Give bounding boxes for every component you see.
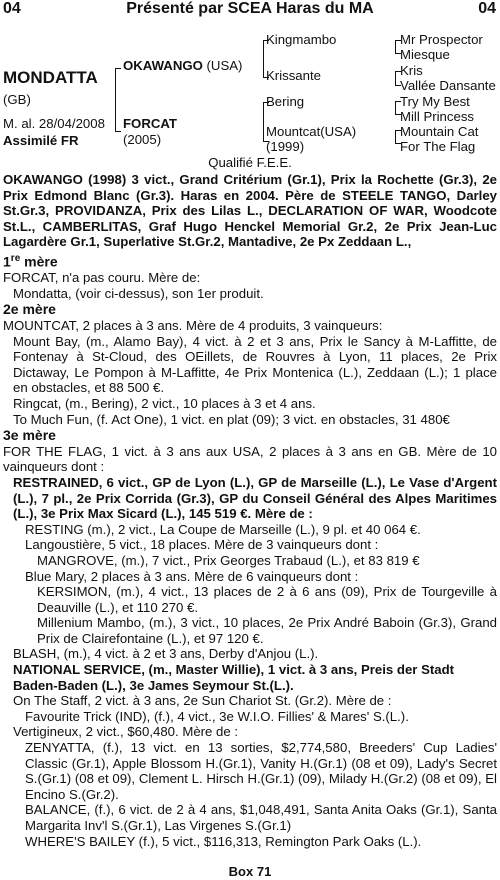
sire-origin: (USA) [206,58,243,73]
third-dam-line-4: Langoustière, 5 vict., 18 places. Mère de 3 vainqueurs dont : [25,537,379,553]
second-dam-line-2: Mount Bay, (m., Alamo Bay), 4 vict. à 2 et 3 ans, Prix le Sancy à M-Laffitte, de Fontenay à St-Cloud, des OEillets, de Rouvres à Lyon, 11 places, 2e Prix Dictaway, Le Pompon à M-Laffitte, 4e Prix Montenica (L.), Zeddaan (L.); 1 place en obstacles, et 88 500 €. [13,333,497,396]
sire-name: OKAWANGO [123,58,203,73]
dam-year: (2005) [123,132,162,147]
ggs-bracket-4 [395,130,396,144]
ggs-bracket-3 [395,101,396,115]
page-header [0,0,500,22]
third-dam-line-5: MANGROVE, (m.), 7 vict., Prix Georges Trabaud (L.), et 83 819 € [37,552,420,568]
ggs-7: Mountain Cat [400,124,479,139]
third-dam-line-11: On The Staff, 2 vict. à 3 ans, 2e Sun Chariot St. (Gr.2). Mère de : [13,693,392,709]
third-dam-line-15: BALANCE, (f.), 6 vict. de 2 à 4 ans, $1,048,491, Santa Anita Oaks (Gr.1), Santa Margarita Inv'l S.(Gr.1), Las Virgenes S.(Gr.1) [25,802,497,833]
grandsire-1: Kingmambo [266,32,337,47]
grandsire-2: Krissante [266,68,321,83]
qualifie-label: Qualifié F.E.E. [208,155,292,170]
horse-details: M. al. 28/04/2008 [3,116,105,131]
third-dam-line-13: Vertigineux, 2 vict., $60,480. Mère de : [13,724,239,740]
grandsire-4: Mountcat(USA) [266,124,357,139]
second-dam-line-3: Ringcat, (m., Bering), 2 vict., 10 places à 3 et 4 ans. [13,395,316,411]
lot-number-left: 04 [3,0,21,17]
dam-bracket [263,102,264,142]
sire-intro: OKAWANGO (1998) 3 vict., Grand Critérium (Gr.1), Prix la Rochette (Gr.3), 2e Prix Edmond Blanc (Gr.3). Haras en 2004. Père de STEELE TANGO, Darley St.Gr.3, PROVIDANZA, Prix des Lilas L., DECLARATION OF WAR, Woodcote St.L., CAMBERLITAS, Graf Hugo Henckel Memorial Gr.2, 2e Prix Jean-Luc Lagardère Gr.1, Superlative St.Gr.2, Mantadive, 2e Px Zeddaan L., [3,172,497,250]
dam-name: FORCAT [123,116,177,131]
second-dam-line-4: To Much Fun, (f. Act One), 1 vict. en plat (09); 3 vict. en obstacles, 31 480€ [13,411,450,427]
ggs-3: Kris [400,63,423,78]
third-dam-line-8: Millenium Mambo, (m.), 3 vict., 10 places, 2e Prix André Baboin (Gr.3), Grand Prix de Clairefontaine (L.), et 97 120 €. [37,615,497,646]
parents-bracket [115,68,116,132]
ggs-6: Mill Princess [400,109,475,124]
third-dam-title: 3e mère [3,427,56,444]
grandsire-4-year: (1999) [266,139,305,154]
second-dam-title: 2e mère [3,301,56,318]
assimile-label: Assimilé FR [3,133,79,148]
sire-bracket [263,40,264,78]
ggs-5: Try My Best [400,94,470,109]
third-dam-line-1: FOR THE FLAG, 1 vict. à 3 ans aux USA, 2 places à 3 ans en GB. Mère de 10 vainqueurs dont : [3,443,497,475]
lot-number-right: 04 [478,0,496,17]
third-dam-line-16: WHERE'S BAILEY (f.), 5 vict., $116,313, Remington Park Oaks (L.). [25,833,422,849]
catalogue-body [3,172,497,849]
third-dam-line-3: RESTING (m.), 2 vict., La Coupe de Marseille (L.), 9 pl. et 40 064 €. [25,521,421,537]
first-dam-line-1: FORCAT, n'a pas couru. Mère de: [3,270,201,286]
grandsire-3: Bering [266,94,305,109]
ggs-2: Miesque [400,47,450,62]
third-dam-line-9: BLASH, (m.), 4 vict. à 2 et 3 ans, Derby d'Anjou (L.). [13,646,319,662]
third-dam-line-7: KERSIMON, (m.), 4 vict., 13 places de 2 à 6 ans (09), Prix de Tourgeville à Deauville (L.), et 110 270 €. [37,584,497,615]
second-dam-line-1: MOUNTCAT, 2 places à 3 ans. Mère de 4 produits, 3 vainqueurs: [3,318,383,333]
third-dam-line-10: NATIONAL SERVICE, (m., Master Willie), 1 vict. à 3 ans, Preis der Stadt Baden-Baden (L.), 3e James Seymour St.(L.). [13,662,455,693]
box-number: Box 71 [228,864,272,880]
horse-origin: (GB) [3,92,31,107]
consignor-title: Présenté par SCEA Haras du MA [126,0,374,17]
ggs-4: Vallée Dansante [400,78,496,93]
third-dam-line-14: ZENYATTA, (f.), 13 vict. en 13 sorties, $2,774,580, Breeders' Cup Ladies' Classic (Gr.1), Apple Blossom H.(Gr.1), Vanity H.(Gr.1) (08 et 09), Lady's Secret S.(Gr.1) (08 et 09), Clement L. Hirsch H.(Gr.1) (09), Milady H.(Gr.2) (08 et 09), El Encino S.(Gr.2). [25,740,497,802]
ggs-bracket-1 [395,40,396,54]
sire [123,58,242,74]
horse-name: MONDATTA [3,68,98,87]
ggs-bracket-2 [395,71,396,86]
ggs-8: For The Flag [400,139,476,154]
first-dam-line-2: Mondatta, (voir ci-dessus), son 1er produit. [13,285,264,301]
third-dam-line-12: Favourite Trick (IND), (f.), 4 vict., 3e W.I.O. Fillies' & Mares' S.(L.). [25,708,409,724]
first-dam-title: 1re mère [3,252,58,270]
ggs-1: Mr Prospector [400,32,483,47]
third-dam-line-6: Blue Mary, 2 places à 3 ans. Mère de 6 vainqueurs dont : [25,568,359,584]
third-dam-line-2: RESTRAINED, 6 vict., GP de Lyon (L.), GP de Marseille (L.), Le Vase d'Argent (L.), 7 pl., 2e Prix Corrida (Gr.3), GP du Conseil Général des Alpes Maritimes (L.), 3e Prix Max Sicard (L.), 145 519 €. Mère de : [13,474,497,522]
pedigree-table [0,30,500,160]
